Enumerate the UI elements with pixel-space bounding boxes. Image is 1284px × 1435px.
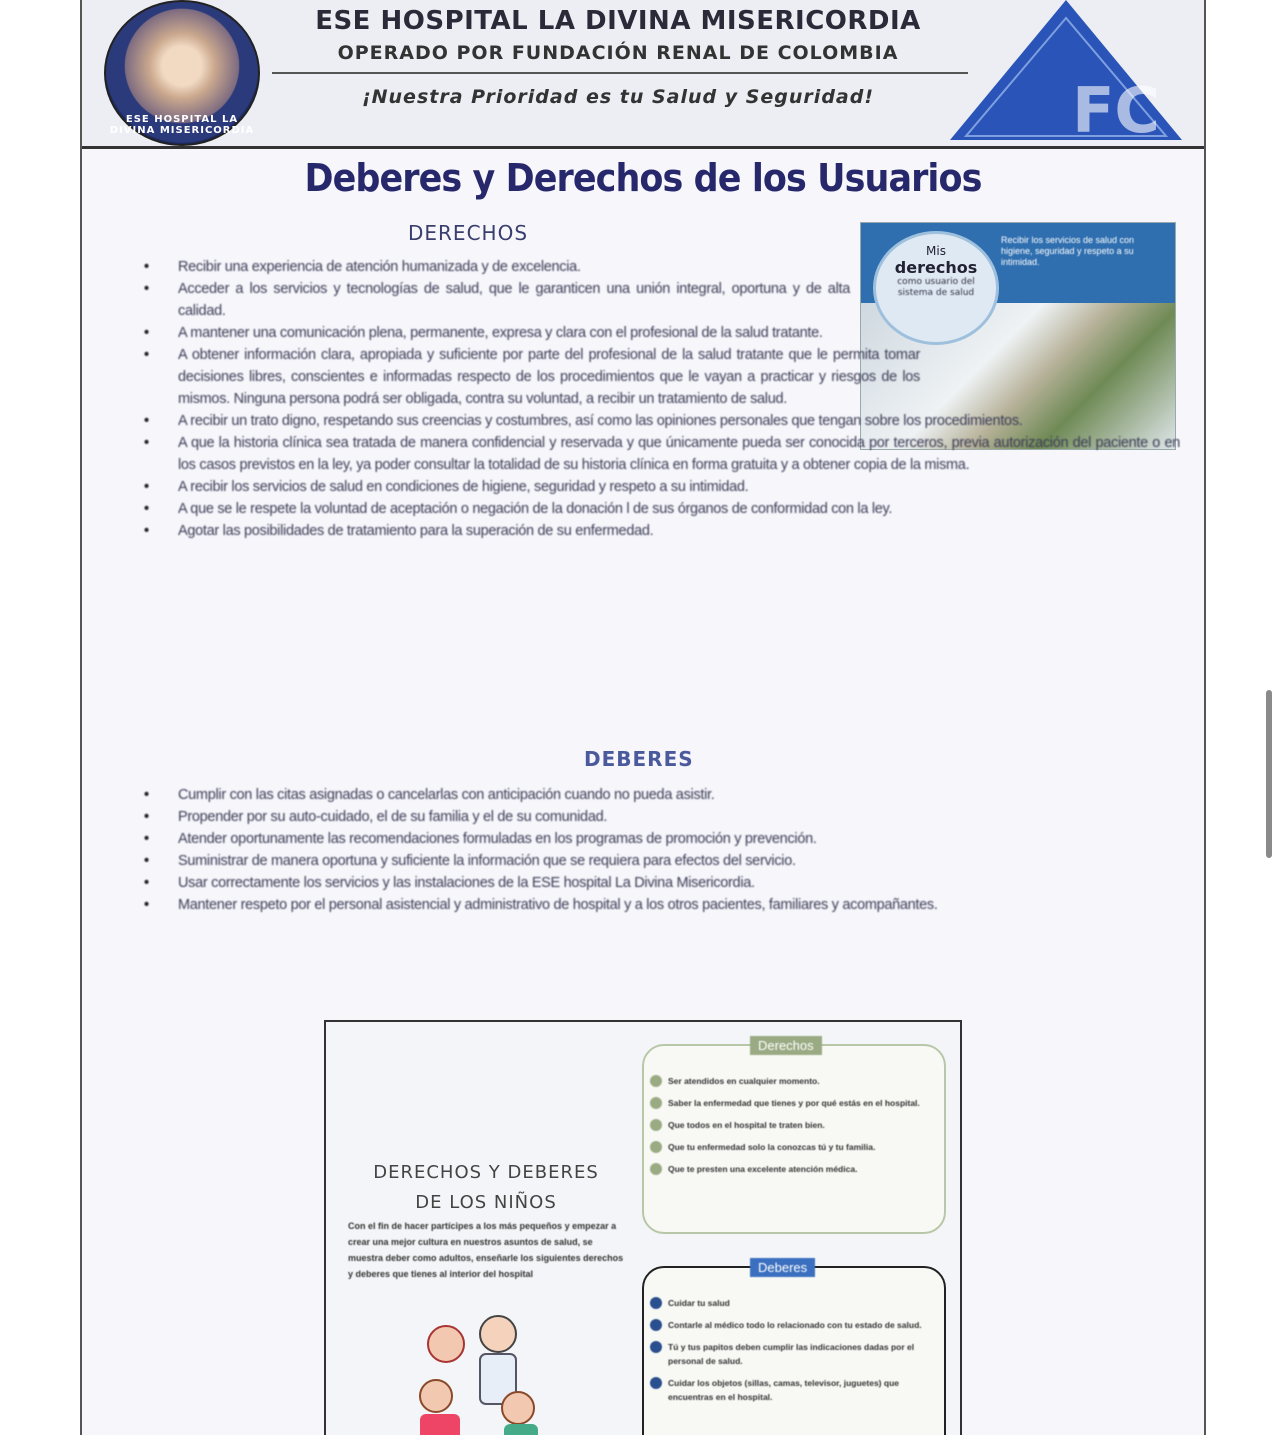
derechos-heading: DERECHOS <box>408 221 529 245</box>
list-item: • Cumplir con las citas asignadas o cancelarlas con anticipación cuando no pueda asistir. <box>144 784 1180 806</box>
list-item: • A que la historia clínica sea tratada de manera confidencial y reservada y que únicamente pueda ser conocida por terceros, previa autorización del paciente o en los casos previstos en la ley, ya poder consultar la totalidad de su historia clínica en forma gratuita y a obtener copia de la misma. <box>144 432 1180 476</box>
list-item: Saber la enfermedad que tienes y por qué estás en el hospital. <box>650 1096 936 1110</box>
list-item: • Recibir una experiencia de atención humanizada y de excelencia. <box>144 256 850 278</box>
list-item: Cuidar tu salud <box>650 1296 936 1310</box>
list-item: • Atender oportunamente las recomendaciones formuladas en los programas de promoción y prevención. <box>144 828 1180 850</box>
vertical-scrollbar[interactable] <box>1266 690 1272 858</box>
list-item: Contarle al médico todo lo relacionado con tu estado de salud. <box>650 1318 936 1332</box>
hospital-name: ESE HOSPITAL LA DIVINA MISERICORDIA <box>315 6 921 36</box>
list-item: Ser atendidos en cualquier momento. <box>650 1074 936 1088</box>
seal-text: ESE HOSPITAL LA DIVINA MISERICORDIA <box>109 114 255 136</box>
list-item: • A recibir los servicios de salud en condiciones de higiene, seguridad y respeto a su intimidad. <box>144 476 1180 498</box>
list-item: Que tu enfermedad solo la conozcas tú y tu familia. <box>650 1140 936 1154</box>
kids-title-line: DE LOS NIÑOS <box>415 1192 557 1213</box>
kids-derechos-panel <box>642 1038 946 1234</box>
kids-deberes-panel <box>642 1260 946 1435</box>
kids-derechos-tag: Derechos <box>750 1036 822 1055</box>
bubble-note: como usuario del sistema de salud <box>897 277 975 298</box>
list-item: • A obtener información clara, apropiada y suficiente por parte del profesional de la salud tratante que le permita tomar decisiones libres, conscientes e informadas respecto de los procedimientos que le vayan a practicar y riesgos de los mismos. Ninguna persona podrá ser obligada, contra su voluntad, a recibir un tratamiento de salud. <box>144 344 920 410</box>
list-item: • Suministrar de manera oportuna y suficiente la información que se requiera para efectos del servicio. <box>144 850 1180 872</box>
bubble-big-text: derechos <box>894 258 978 277</box>
bubble-small-text: Mis <box>926 244 946 258</box>
deberes-list <box>144 784 1180 916</box>
kids-deberes-tag: Deberes <box>750 1258 815 1277</box>
hospital-motto: ¡Nuestra Prioridad es tu Salud y Seguridad! <box>361 86 875 108</box>
children-doctor-illustration <box>406 1304 556 1435</box>
list-item: • Usar correctamente los servicios y las instalaciones de la ESE hospital La Divina Misericordia. <box>144 872 1180 894</box>
deberes-heading: DEBERES <box>584 747 694 771</box>
kids-title-line: DERECHOS Y DEBERES <box>373 1162 599 1183</box>
list-item: • Acceder a los servicios y tecnologías de salud, que le garanticen una unión integral, oportuna y de alta calidad. <box>144 278 850 322</box>
list-item: Tú y tus papitos deben cumplir las indicaciones dadas por el personal de salud. <box>650 1340 936 1368</box>
document-page <box>80 0 1206 1435</box>
list-item: • A recibir un trato digno, respetando sus creencias y costumbres, así como las opiniones personales que tengan sobre los procedimientos. <box>144 410 1180 432</box>
derechos-list <box>144 256 1180 542</box>
list-item: • A mantener una comunicación plena, permanente, expresa y clara con el profesional de la salud tratante. <box>144 322 850 344</box>
foundation-triangle-logo <box>946 0 1186 140</box>
list-item: • A que se le respete la voluntad de aceptación o negación de la donación l de sus órganos de conformidad con la ley. <box>144 498 1180 520</box>
logo-letters: FC <box>1072 74 1160 140</box>
document-header <box>82 0 1204 149</box>
list-item: • Mantener respeto por el personal asistencial y administrativo de hospital y a los otros pacientes, familiares y acompañantes. <box>144 894 1180 916</box>
page-title: Deberes y Derechos de los Usuarios <box>304 156 982 200</box>
list-item: Que todos en el hospital te traten bien. <box>650 1118 936 1132</box>
info-side-text: Recibir los servicios de salud con higiene, seguridad y respeto a su intimidad. <box>1001 235 1135 267</box>
kids-rights-poster <box>324 1020 962 1435</box>
list-item: Cuidar los objetos (sillas, camas, televisor, juguetes) que encuentras en el hospital. <box>650 1376 936 1404</box>
list-item: Que te presten una excelente atención médica. <box>650 1162 936 1176</box>
kids-intro-text: Con el fin de hacer partícipes a los más pequeños y empezar a crear una mejor cultura en nuestros asuntos de salud, se muestra deber como adultos, enseñarle los siguientes derechos y deberes que tienes al interior del hospital <box>348 1221 624 1279</box>
list-item: • Propender por su auto-cuidado, el de su familia y el de su comunidad. <box>144 806 1180 828</box>
operator-line: OPERADO POR FUNDACIÓN RENAL DE COLOMBIA <box>337 42 899 64</box>
header-divider <box>272 72 968 74</box>
kids-poster-title <box>356 1158 616 1218</box>
hospital-seal-logo <box>104 0 260 146</box>
list-item: • Agotar las posibilidades de tratamiento para la superación de su enfermedad. <box>144 520 1180 542</box>
